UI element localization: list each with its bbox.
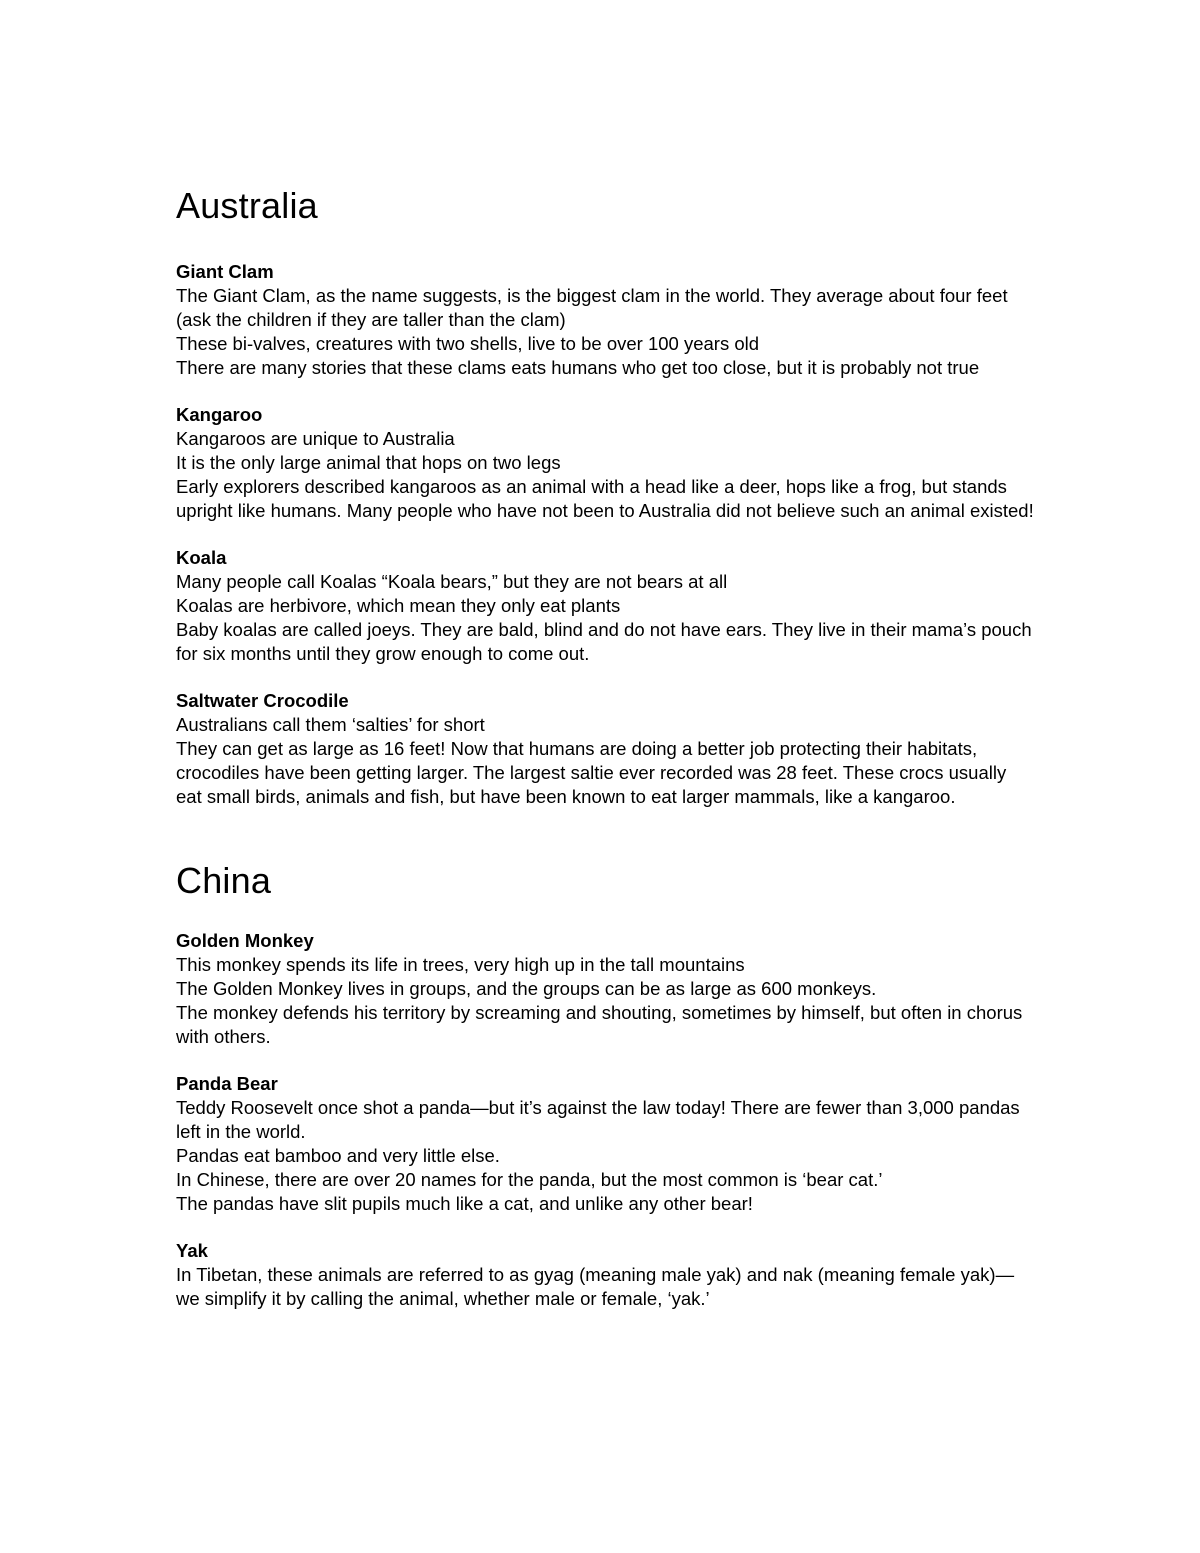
animal-fact: Teddy Roosevelt once shot a panda—but it’s against the law today! There are fewer than 3,000 pandas left in the world. <box>176 1097 1020 1142</box>
animal-fact: The Giant Clam, as the name suggests, is the biggest clam in the world. They average about four feet (ask the children if they are taller than the clam) <box>176 285 1008 330</box>
animal-fact: These bi-valves, creatures with two shells, live to be over 100 years old <box>176 333 760 354</box>
animal-name: Kangaroo <box>176 404 263 425</box>
animal-fact: In Chinese, there are over 20 names for the panda, but the most common is ‘bear cat.’ <box>176 1169 883 1190</box>
animal-entry-giant-clam <box>176 260 1036 380</box>
animal-fact: It is the only large animal that hops on two legs <box>176 452 561 473</box>
region-section-australia <box>176 180 1036 809</box>
animal-entry-yak <box>176 1239 1036 1311</box>
animal-entry-koala <box>176 546 1036 666</box>
animal-entry-saltwater-crocodile <box>176 689 1036 809</box>
animal-fact: They can get as large as 16 feet! Now that humans are doing a better job protecting their habitats, crocodiles have been getting larger. The largest saltie ever recorded was 28 feet. These crocs usually eat small birds, animals and fish, but have been known to eat larger mammals, like a kangaroo. <box>176 738 1007 807</box>
document-body <box>176 180 1036 1334</box>
animal-name: Koala <box>176 547 227 568</box>
animal-name: Golden Monkey <box>176 930 314 951</box>
region-title: Australia <box>176 185 318 226</box>
animal-fact: Kangaroos are unique to Australia <box>176 428 455 449</box>
animal-fact: This monkey spends its life in trees, very high up in the tall mountains <box>176 954 745 975</box>
animal-fact: Many people call Koalas “Koala bears,” but they are not bears at all <box>176 571 728 592</box>
animal-name: Saltwater Crocodile <box>176 690 349 711</box>
animal-fact: Baby koalas are called joeys. They are bald, blind and do not have ears. They live in their mama’s pouch for six months until they grow enough to come out. <box>176 619 1032 664</box>
region-title: China <box>176 860 272 901</box>
animal-entry-golden-monkey <box>176 929 1036 1049</box>
animal-name: Yak <box>176 1240 208 1261</box>
animal-fact: Pandas eat bamboo and very little else. <box>176 1145 500 1166</box>
animal-fact: The pandas have slit pupils much like a cat, and unlike any other bear! <box>176 1193 753 1214</box>
animal-name: Panda Bear <box>176 1073 278 1094</box>
animal-fact: Australians call them ‘salties’ for short <box>176 714 485 735</box>
animal-fact: The monkey defends his territory by screaming and shouting, sometimes by himself, but often in chorus with others. <box>176 1002 1023 1047</box>
animal-fact: Koalas are herbivore, which mean they only eat plants <box>176 595 621 616</box>
animal-fact: There are many stories that these clams eats humans who get too close, but it is probably not true <box>176 357 980 378</box>
animal-fact: In Tibetan, these animals are referred to as gyag (meaning male yak) and nak (meaning female yak)—we simplify it by calling the animal, whether male or female, ‘yak.’ <box>176 1264 1015 1309</box>
animal-fact: Early explorers described kangaroos as an animal with a head like a deer, hops like a frog, but stands upright like humans. Many people who have not been to Australia did not believe such an animal existed! <box>176 476 1034 521</box>
animal-fact: The Golden Monkey lives in groups, and the groups can be as large as 600 monkeys. <box>176 978 877 999</box>
animal-entry-panda-bear <box>176 1072 1036 1216</box>
region-section-china <box>176 855 1036 1311</box>
animal-entry-kangaroo <box>176 403 1036 523</box>
animal-name: Giant Clam <box>176 261 274 282</box>
